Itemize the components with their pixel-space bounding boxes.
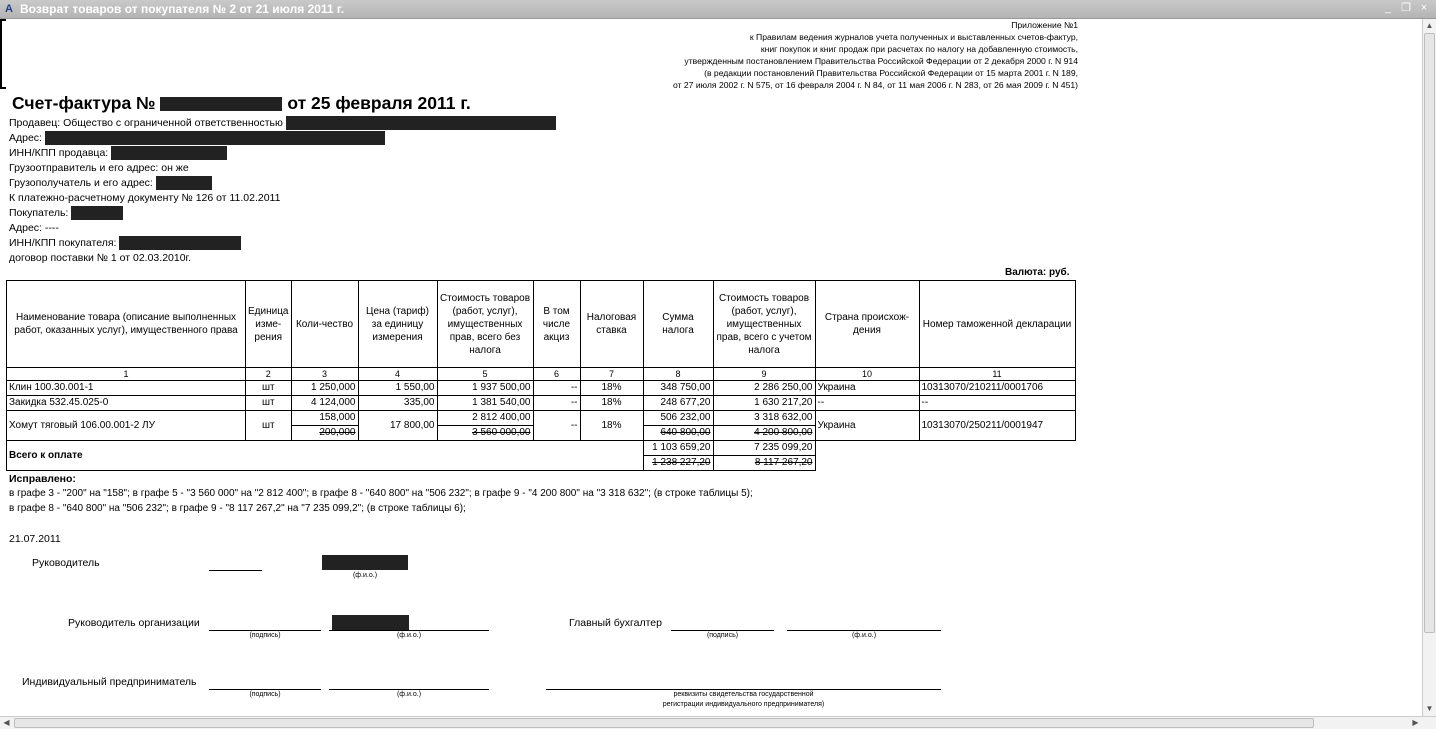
cell-cost: 1 937 500,00 xyxy=(437,381,533,396)
scroll-down-icon[interactable]: ▼ xyxy=(1425,704,1434,713)
cell-total: 1 630 217,20 xyxy=(713,396,815,411)
column-number: 2 xyxy=(246,368,292,381)
org-head-sign-line xyxy=(209,630,321,631)
header-cell: Единица изме-рения xyxy=(246,281,292,368)
entrepreneur-reg-caption-2: регистрации индивидуального предпринимателя) xyxy=(662,701,825,708)
cell-price: 1 550,00 xyxy=(358,381,437,396)
tax-new: 506 232,00 xyxy=(660,412,711,423)
cell-price: 17 800,00 xyxy=(358,411,437,441)
cell-rate: 18% xyxy=(580,396,643,411)
cell-excise: -- xyxy=(533,411,580,441)
cell-name: Клин 100.30.001-1 xyxy=(7,381,246,396)
entrepreneur-sign-caption: (подпись) xyxy=(249,691,281,698)
column-number: 6 xyxy=(533,368,580,381)
chief-accountant-label: Главный бухгалтер xyxy=(569,617,662,629)
minimize-button[interactable]: _ xyxy=(1384,2,1392,14)
column-number: 9 xyxy=(713,368,815,381)
seller-label: Продавец: Общество с ограниченной ответственностью xyxy=(9,117,283,129)
table-header-row xyxy=(7,281,1076,368)
redacted-org-head-name xyxy=(332,615,409,630)
header-cell: Номер таможенной декларации xyxy=(919,281,1075,368)
org-head-label: Руководитель организации xyxy=(68,617,200,629)
qty-new: 158,000 xyxy=(319,412,356,423)
table-number-row xyxy=(7,368,1076,381)
consignee-label: Грузополучатель и его адрес: xyxy=(9,177,153,189)
shipper-label: Грузоотправитель и его адрес: он же xyxy=(9,162,189,174)
redacted-buyer-inn xyxy=(119,236,241,250)
accountant-sign-caption: (подпись) xyxy=(706,632,739,639)
invoice-title-suffix: от 25 февраля 2011 г. xyxy=(287,93,471,113)
redacted-seller xyxy=(286,116,556,130)
window-titlebar xyxy=(0,0,1436,19)
header-cell: Цена (тариф) за единицу измерения xyxy=(358,281,437,368)
cell-customs: 10313070/250211/0001947 xyxy=(919,411,1075,441)
close-button[interactable]: × xyxy=(1420,2,1428,14)
redacted-buyer xyxy=(71,206,123,220)
accountant-fio-line xyxy=(787,630,941,631)
cell-country: Украина xyxy=(815,411,919,441)
entrepreneur-sign-line xyxy=(209,689,321,690)
buyer-label: Покупатель: xyxy=(9,207,69,219)
qty-old: 200,000 xyxy=(292,425,358,440)
redacted-head-name xyxy=(322,555,408,570)
head-label: Руководитель xyxy=(32,557,100,569)
buyer-inn-label: ИНН/КПП покупателя: xyxy=(9,237,117,249)
corrections-line: в графе 3 - "200" на "158"; в графе 5 - "3 560 000" на "2 812 400"; в графе 8 - "640 800" на "506 232"; в графе 9 - "4 200 800" на "3 318 632"; (в строке таблицы 5); xyxy=(9,488,753,499)
corrections-title: Исправлено: xyxy=(9,473,76,485)
entrepreneur-reg-line xyxy=(546,689,941,690)
restore-button[interactable]: ❐ xyxy=(1401,2,1411,14)
cell-price: 335,00 xyxy=(358,396,437,411)
accountant-fio-caption: (ф.и.о.) xyxy=(851,632,877,639)
horizontal-scrollbar[interactable] xyxy=(0,716,1436,729)
address-label: Адрес: xyxy=(9,132,42,144)
column-number: 8 xyxy=(643,368,713,381)
redacted-seller-inn xyxy=(111,146,227,160)
appendix-line: (в редакции постановлений Правительства Российской Федерации от 15 марта 2001 г. N 189, xyxy=(704,68,1078,78)
empty-cell xyxy=(815,441,1075,471)
cell-total-tax xyxy=(643,441,713,471)
appendix-line: книг покупок и книг продаж при расчетах по налогу на добавленную стоимость, xyxy=(760,44,1078,54)
column-number: 5 xyxy=(437,368,533,381)
table-row xyxy=(7,396,1076,411)
cell-tax-corrected xyxy=(643,411,713,441)
entrepreneur-label: Индивидуальный предприниматель xyxy=(22,676,197,688)
seller-inn-label: ИНН/КПП продавца: xyxy=(9,147,109,159)
cell-rate: 18% xyxy=(580,381,643,396)
cell-rate: 18% xyxy=(580,411,643,441)
cell-total-corrected xyxy=(713,411,815,441)
vertical-scroll-thumb[interactable] xyxy=(1424,33,1435,633)
cost-new: 2 812 400,00 xyxy=(472,412,531,423)
appendix-line: к Правилам ведения журналов учета полученных и выставленных счетов-фактур, xyxy=(749,32,1078,42)
org-head-fio-line xyxy=(329,630,489,631)
cell-customs: -- xyxy=(919,396,1075,411)
invoice-title xyxy=(12,93,471,114)
cell-unit: шт xyxy=(246,381,292,396)
cell-excise: -- xyxy=(533,381,580,396)
redacted-consignee xyxy=(156,176,212,190)
cursor-bracket xyxy=(0,19,6,89)
cell-total: 2 286 250,00 xyxy=(713,381,815,396)
total-old: 4 200 800,00 xyxy=(714,425,815,440)
total-sum-new: 7 235 099,20 xyxy=(754,442,813,453)
cell-country: Украина xyxy=(815,381,919,396)
document-date: 21.07.2011 xyxy=(9,533,61,545)
cell-tax: 348 750,00 xyxy=(643,381,713,396)
cell-tax: 248 677,20 xyxy=(643,396,713,411)
table-row xyxy=(7,381,1076,396)
column-number: 3 xyxy=(291,368,358,381)
header-cell: Стоимость товаров (работ, услуг), имущественных прав, всего без налога xyxy=(437,281,533,368)
column-number: 7 xyxy=(580,368,643,381)
scroll-left-icon[interactable]: ◀ xyxy=(3,718,10,727)
total-tax-new: 1 103 659,20 xyxy=(652,442,711,453)
payment-doc-label: К платежно-расчетному документу № 126 от 11.02.2011 xyxy=(9,192,281,204)
scroll-up-icon[interactable]: ▲ xyxy=(1425,21,1434,30)
appendix-line: Приложение №1 xyxy=(1011,20,1078,30)
table-total-row xyxy=(7,441,1076,471)
contract-label: договор поставки № 1 от 02.03.2010г. xyxy=(9,252,192,264)
currency-label: Валюта: руб. xyxy=(1005,267,1070,278)
cell-unit: шт xyxy=(246,396,292,411)
invoice-table xyxy=(6,280,1076,471)
column-number: 11 xyxy=(919,368,1075,381)
appendix-line: утвержденным постановлением Правительства Российской Федерации от 2 декабря 2000 г. N 914 xyxy=(684,56,1078,66)
total-label: Всего к оплате xyxy=(7,441,644,471)
total-tax-old: 1 238 227,20 xyxy=(644,455,713,470)
corrections-line: в графе 8 - "640 800" на "506 232"; в графе 9 - "8 117 267,2" на "7 235 099,2"; (в строке таблицы 6); xyxy=(9,503,466,514)
org-head-fio-caption: (ф.и.о.) xyxy=(396,632,422,639)
cell-unit: шт xyxy=(246,411,292,441)
header-cell: В том числе акциз xyxy=(533,281,580,368)
header-cell: Коли-чество xyxy=(291,281,358,368)
cell-customs: 10313070/210211/0001706 xyxy=(919,381,1075,396)
window-title: Возврат товаров от покупателя № 2 от 21 июля 2011 г. xyxy=(20,2,345,16)
column-number: 1 xyxy=(7,368,246,381)
entrepreneur-fio-line xyxy=(329,689,489,690)
invoice-info xyxy=(9,116,556,266)
cell-excise: -- xyxy=(533,396,580,411)
cell-name: Закидка 532.45.025-0 xyxy=(7,396,246,411)
cell-total-sum xyxy=(713,441,815,471)
vertical-scrollbar[interactable] xyxy=(1422,19,1436,716)
entrepreneur-reg-caption-1: реквизиты свидетельства государственной xyxy=(673,691,814,698)
redacted-address xyxy=(45,131,385,145)
org-head-sign-caption: (подпись) xyxy=(249,632,281,639)
header-cell: Налоговая ставка xyxy=(580,281,643,368)
column-number: 10 xyxy=(815,368,919,381)
header-cell: Наименование товара (описание выполненных работ, оказанных услуг), имущественного права xyxy=(7,281,246,368)
redacted-invoice-number xyxy=(160,97,282,111)
scroll-right-icon[interactable]: ▶ xyxy=(1412,718,1419,727)
total-new: 3 318 632,00 xyxy=(754,412,813,423)
entrepreneur-fio-caption: (ф.и.о.) xyxy=(396,691,422,698)
cell-country: -- xyxy=(815,396,919,411)
cell-qty: 4 124,000 xyxy=(291,396,358,411)
appendix-line: от 27 июля 2002 г. N 575, от 16 февраля 2004 г. N 84, от 11 мая 2006 г. N 283, от 26 мая 2009 г. N 451) xyxy=(672,80,1078,90)
header-cell: Страна происхож-дения xyxy=(815,281,919,368)
accountant-sign-line xyxy=(671,630,774,631)
cell-name: Хомут тяговый 106.00.001-2 ЛУ xyxy=(7,411,246,441)
cell-qty-corrected xyxy=(291,411,358,441)
invoice-title-prefix: Счет-фактура № xyxy=(12,93,156,113)
document-area xyxy=(0,19,1422,716)
head-fio-caption: (ф.и.о.) xyxy=(352,572,378,579)
column-number: 4 xyxy=(358,368,437,381)
app-icon: A xyxy=(5,3,13,15)
head-sign-line xyxy=(209,570,262,571)
buyer-address-label: Адрес: ---- xyxy=(9,222,59,234)
appendix-note xyxy=(673,19,1078,91)
horizontal-scroll-thumb[interactable] xyxy=(14,718,1314,728)
table-row-corrected xyxy=(7,411,1076,441)
total-sum-old: 8 117 267,20 xyxy=(714,455,815,470)
cost-old: 3 560 000,00 xyxy=(438,425,533,440)
cell-cost-corrected xyxy=(437,411,533,441)
header-cell: Сумма налога xyxy=(643,281,713,368)
cell-cost: 1 381 540,00 xyxy=(437,396,533,411)
tax-old: 640 800,00 xyxy=(644,425,713,440)
cell-qty: 1 250,000 xyxy=(291,381,358,396)
header-cell: Стоимость товаров (работ, услуг), имущественных прав, всего с учетом налога xyxy=(713,281,815,368)
